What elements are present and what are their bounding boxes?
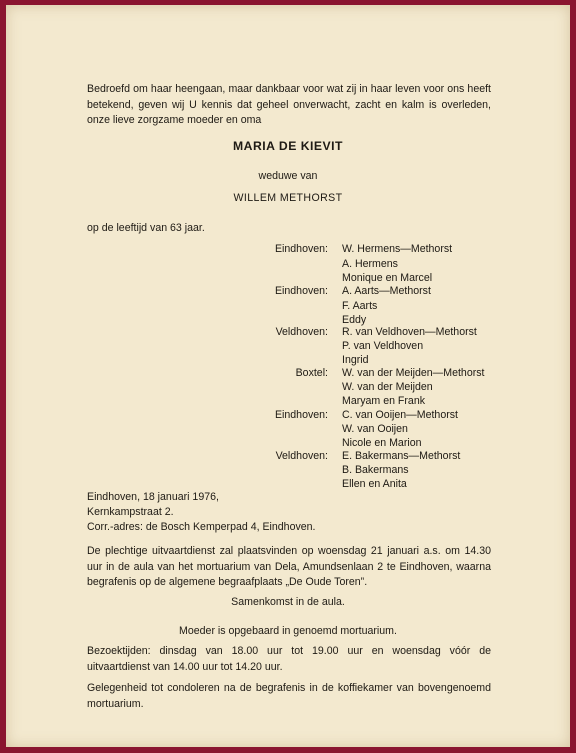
visiting-hours-paragraph: Bezoektijden: dinsdag van 18.00 uur tot 19.00 uur en woensdag vóór de uitvaartdienst van 14.00 uur tot 14.20 uur. [87,645,491,673]
deceased-name: MARIA DE KIEVIT [233,139,343,153]
family-member: Ingrid [342,354,369,366]
family-member: W. van der Meijden [342,381,433,393]
age-text: op de leeftijd van 63 jaar. [87,222,205,234]
family-city: Eindhoven: [274,409,328,421]
family-member: B. Bakermans [342,464,409,476]
husband-name: WILLEM METHORST [233,192,343,204]
intro-text: Bedroefd om haar heengaan, maar dankbaar voor wat zij in haar leven voor ons heeft betekend, geven wij U kennis dat geheel onverwacht, zacht en kalm is overleden, onze lieve zorgzame moeder en oma [87,83,491,126]
family-city: Veldhoven: [275,450,328,462]
family-city: Boxtel: [295,367,328,379]
correspondence-address: Corr.-adres: de Bosch Kemperpad 4, Eindhoven. [87,521,316,533]
family-member: Maryam en Frank [342,395,426,407]
mourning-card [6,5,570,747]
family-member: R. van Veldhoven—Methorst [342,326,477,338]
family-member: A. Aarts—Methorst [342,285,431,297]
family-member: W. Hermens—Methorst [342,243,453,255]
family-member: A. Hermens [342,258,398,270]
family-member: P. van Veldhoven [342,340,424,352]
funeral-paragraph: De plechtige uitvaartdienst zal plaatsvinden op woensdag 21 januari a.s. om 14.30 uur in de aula van het mortuarium van Dela, Amundsenlaan 2 te Eindhoven, waarna begrafenis op de algemene begraafplaats „De Oude Toren”. [87,545,491,588]
family-member: F. Aarts [342,300,378,312]
family-member: Monique en Marcel [342,272,433,284]
family-member: Nicole en Marion [342,437,422,449]
family-member: Eddy [342,314,367,326]
gathering-text: Samenkomst in de aula. [231,596,345,608]
family-member: W. van der Meijden—Methorst [342,367,485,379]
condolences-paragraph: Gelegenheid tot condoleren na de begrafenis in de koffiekamer van bovengenoemd mortuarium. [87,682,491,710]
laid-out-text: Moeder is opgebaard in genoemd mortuarium. [179,625,397,637]
family-member: E. Bakermans—Methorst [342,450,461,462]
family-city: Veldhoven: [275,326,328,338]
place-date: Eindhoven, 18 januari 1976, [87,491,219,503]
family-city: Eindhoven: [274,243,328,255]
family-member: C. van Ooijen—Methorst [342,409,458,421]
family-member: Ellen en Anita [342,478,407,490]
family-city: Eindhoven: [274,285,328,297]
street-address: Kernkampstraat 2. [87,506,174,518]
family-member: W. van Ooijen [342,423,408,435]
widow-of-label: weduwe van [258,170,318,182]
